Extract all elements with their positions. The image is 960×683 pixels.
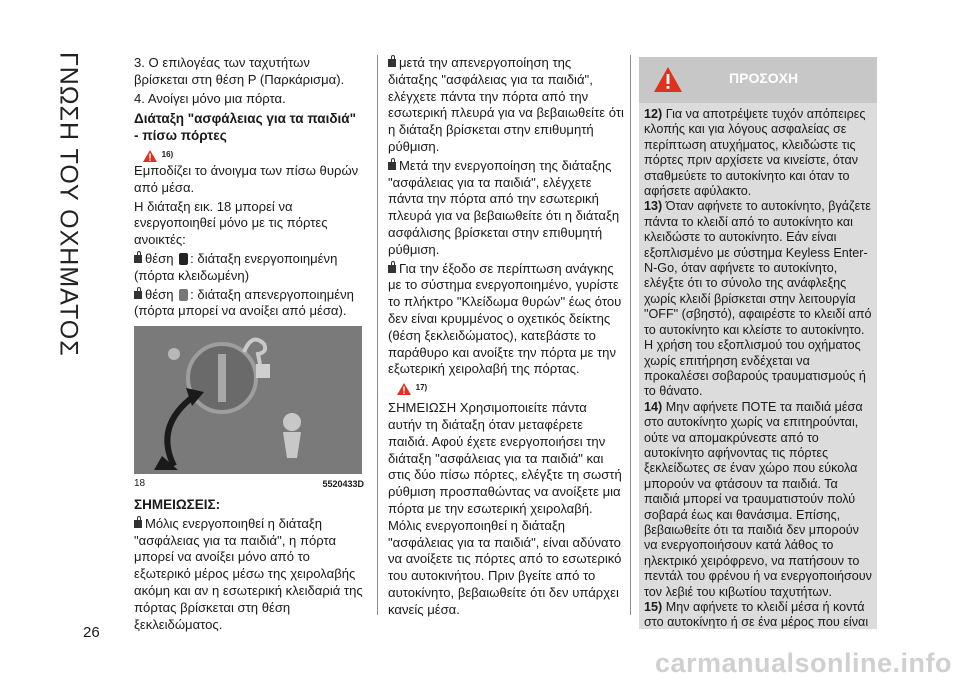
warning-ref-16: 16) (142, 147, 364, 163)
paragraph-fig-ref: Η διάταξη εικ. 18 μπορεί να ενεργοποιηθεί μόνο με τις πόρτες ανοικτές: (134, 198, 328, 248)
bullet-icon (134, 255, 142, 263)
warning-body (639, 103, 877, 629)
lock-open-icon (179, 289, 188, 301)
warning-header (639, 57, 877, 103)
section-heading: Διάταξη "ασφάλειας για τα παιδιά" - πίσω πόρτες (134, 111, 356, 144)
figure-number: 18 (134, 478, 146, 490)
bullet-icon (388, 162, 396, 170)
note-item: Μόλις ενεργοποιηθεί η διάταξη "ασφάλειας για τα παιδιά", η πόρτα μπορεί να ανοίξει μόνο από το εξωτερικό μέρος μέσω της χειρολαβής ακόμη και αν η εσωτερική κλειδαριά της πόρτας βρίσκεται στη θέση ξεκλειδώματος. (134, 515, 363, 632)
warning-triangle-icon (653, 66, 683, 93)
section-side-title: ΓΝΩΣΗ ΤΟΥ ΟΧΗΜΑΤΟΣ (54, 52, 83, 357)
column-1 (134, 55, 364, 635)
warning-item-14: 14) Μην αφήνετε ΠΟΤΕ τα παιδιά μέσα στο αυτοκίνητο χωρίς να επιτηρούνται, ούτε να απομακρύνεστε από το αυτοκίνητο αφήνοντας τις πόρτες ξεκλείδωτες σε έναν χώρο που εύκολα μπορούν να φτάσουν τα παιδιά. Τα παιδιά μπορεί να τραυματιστούν πολύ σοβαρά έως και θανάσιμα. Επίσης, βεβαιωθείτε ότι τα παιδιά δεν μπορούν να ενεργοποιήσουν κατά λάθος το ηλεκτρικό χειρόφρενο, να πατήσουν το πεντάλ του φρένου ή να ενεργοποιήσουν τον λεβιέ του κιβωτίου ταχυτήτων. (644, 399, 872, 599)
bullet-icon (388, 265, 396, 273)
warning-triangle-icon (142, 149, 158, 163)
paragraph-step3: 3. Ο επιλογέας των ταχυτήτων βρίσκεται στη θέση P (Παρκάρισμα). (134, 55, 345, 87)
warning-item-13: 13) Όταν αφήνετε το αυτοκίνητο, βγάζετε πάντα το κλειδί από το αυτοκίνητο και κλειδώστε το αυτοκίνητο. Εάν είναι εξοπλισμένο με σύστημα Keyless Enter-N-Go, όταν αφήνετε το αυτοκίνητο, ελέγξτε ότι το σύνολο της ανάφλεξης χωρίς κλειδί βρίσκεται στην λειτουργία "OFF" (σβηστό), αφαιρέστε το κλειδί από το αυτοκίνητο και κλείστε το αυτοκίνητο. Η χρήση του εξοπλισμού του οχήματος χωρίς επιτήρηση ενδέχεται να προκαλέσει σοβαρούς τραυματισμούς ή το θάνατο. (644, 199, 872, 399)
paragraph-step4: 4. Ανοίγει μόνο μια πόρτα. (134, 90, 286, 106)
figure-caption (134, 476, 364, 493)
bullet-icon (388, 59, 396, 67)
bullet-item: μετά την απενεργοποίηση της διάταξης "ασφάλειας για τα παιδιά", ελέγχετε πάντα την πόρτα από την εσωτερική πλευρά για να βεβαιωθείτε ότι η διάταξη βρίσκεται στην επιθυμητή ρύθμιση. (388, 55, 624, 154)
warning-title: ΠΡΟΣΟΧΗ (729, 70, 799, 86)
bullet-item: Μετά την ενεργοποίηση της διάταξης "ασφάλειας για τα παιδιά", ελέγχετε πάντα την πόρτα από την εσωτερική πλευρά για να βεβαιωθείτε ότι η διάταξη ασφάλισης βρίσκεται στην επιθυμητή ρύθμιση. (388, 157, 620, 257)
lock-closed-icon (179, 253, 188, 265)
list-item-locked: θέση : διάταξη ενεργοποιημένη (πόρτα κλειδωμένη) (134, 250, 338, 283)
page-number: 26 (83, 624, 100, 641)
watermark: carmanualsonline.info (654, 648, 952, 678)
warning-box (639, 57, 877, 629)
warning-ref-17: 17) (396, 380, 624, 396)
bullet-icon (134, 520, 142, 528)
figure-18-photo (134, 326, 362, 474)
column-divider (630, 55, 631, 615)
column-divider (377, 55, 378, 615)
notes-heading: ΣΗΜΕΙΩΣΕΙΣ: (134, 496, 221, 512)
warning-triangle-icon (396, 382, 412, 396)
warning-item-15: 15) Μην αφήνετε το κλειδί μέσα ή κοντά στο αυτοκίνητο ή σε ένα μέρος που είναι (644, 600, 869, 629)
paragraph-description: Εμποδίζει το άνοιγμα των πίσω θυρών από μέσα. (134, 162, 359, 195)
figure-code: 5520433D (322, 479, 364, 490)
bullet-item: Για την έξοδο σε περίπτωση ανάγκης με το σύστημα ενεργοποιημένο, γυρίστε το πλήκτρο "Κλείδωμα θυρών" έως ότου δεν είναι κρυμμένος ο οχετικός δείκτης (θέση ξεκλειδώματος), κατεβάστε το παράθυρο και ανοίξτε την πόρτα με την εξωτερική χειρολαβή της πόρτας. (388, 260, 622, 377)
list-item-unlocked: θέση : διάταξη απενεργοποιημένη (πόρτα μπορεί να ανοίξει από μέσα). (134, 286, 354, 319)
column-2 (388, 55, 624, 621)
bullet-icon (134, 291, 142, 299)
note-paragraph: ΣΗΜΕΙΩΣΗ Χρησιμοποιείτε πάντα αυτήν τη διάταξη όταν μεταφέρετε παιδιά. Αφού έχετε ενεργοποιήσει την διάταξη "ασφάλειας για τα παιδιά" και στις δύο πίσω πόρτες, ελέγξτε τη σωστή ρύθμιση προσπαθώντας να ανοίξετε μια πόρτα με την εσωτερική χειρολαβή. Μόλις ενεργοποιηθεί η διάταξη "ασφάλειας για τα παιδιά", είναι αδύνατο να ανοίξετε τις πόρτες από το εσωτερικό του αυτοκινήτου. Πριν βγείτε από το αυτοκίνητο, βεβαιωθείτε ότι δεν υπάρχει κανείς μέσα. (388, 400, 622, 617)
warning-item-12: 12) Για να αποτρέψετε τυχόν απόπειρες κλοπής και για λόγους ασφαλείας σε περίπτωση ατυχήματος, κλειδώστε τις πόρτες πριν αρχίσετε να κινείστε, όταν σταθμεύετε το αυτοκίνητο και όταν το αφήσετε αφύλακτο. (644, 107, 866, 199)
